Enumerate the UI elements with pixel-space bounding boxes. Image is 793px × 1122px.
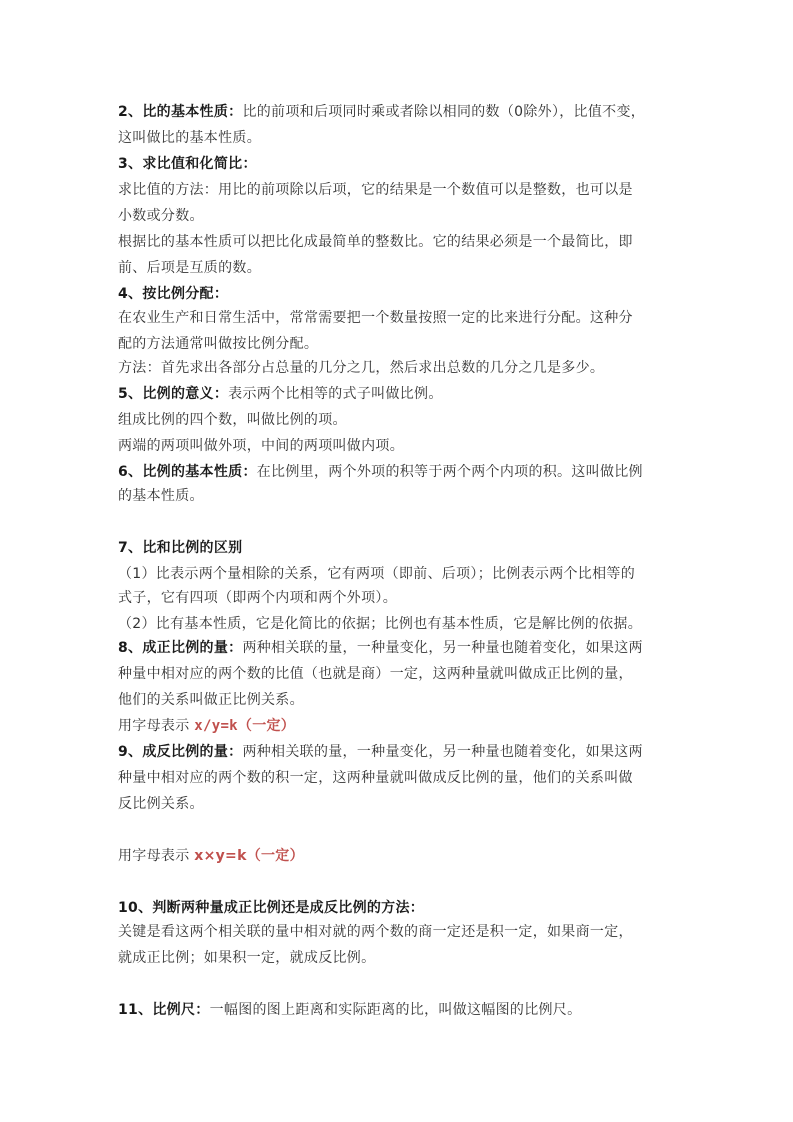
s6-text-2: 的基本性质。 bbox=[118, 488, 204, 504]
s8-text-1: 两种相关联的量，一种量变化，另一种量也随着变化，如果这两 bbox=[242, 640, 643, 656]
s3-text-2: 小数或分数。 bbox=[118, 208, 204, 224]
s8-text-3: 他们的关系叫做正比例关系。 bbox=[118, 692, 304, 708]
s6-line-1 bbox=[118, 462, 643, 482]
s10-text-1: 关键是看这两个相关联的量中相对就的两个数的商一定还是积一定，如果商一定， bbox=[118, 924, 633, 940]
s5-heading: 5、比例的意义： bbox=[118, 386, 229, 402]
s8-heading: 8、成正比例的量： bbox=[118, 640, 243, 656]
s7-text-1: （1）比表示两个量相除的关系，它有两项（即前、后项）；比例表示两个比相等的 bbox=[118, 566, 636, 582]
s3-text-1: 求比值的方法：用比的前项除以后项，它的结果是一个数值可以是整数，也可以是 bbox=[118, 182, 633, 198]
s9-line-1 bbox=[118, 742, 643, 762]
s4-heading: 4、按比例分配： bbox=[118, 286, 229, 302]
s9-text-1: 两种相关联的量，一种量变化，另一种量也随着变化，如果这两 bbox=[242, 744, 643, 760]
s7-heading: 7、比和比例的区别 bbox=[118, 540, 243, 556]
s2-line-1 bbox=[118, 102, 645, 122]
s7-text-2: 式子，它有四项（即两个内项和两个外项）。 bbox=[118, 590, 397, 606]
s6-text-1: 在比例里，两个外项的积等于两个两个内项的积。这叫做比例 bbox=[256, 464, 643, 480]
s3-text-3: 根据比的基本性质可以把比化成最简单的整数比。它的结果必须是一个最简比，即 bbox=[118, 234, 633, 250]
s10-text-2: 就成正比例；如果积一定，就成反比例。 bbox=[118, 950, 376, 966]
s2-text-1: 比的前项和后项同时乘或者除以相同的数（0除外），比值不变， bbox=[242, 104, 646, 120]
s3-heading: 3、求比值和化简比： bbox=[118, 156, 257, 172]
s8-line-1 bbox=[118, 638, 643, 658]
s9-formula-line bbox=[118, 846, 304, 866]
s4-text-2: 配的方法通常叫做按比例分配。 bbox=[118, 336, 319, 352]
s5-line-1 bbox=[118, 384, 443, 404]
s8-formula: x/y=k（一定） bbox=[194, 718, 296, 734]
s9-heading: 9、成反比例的量： bbox=[118, 744, 243, 760]
s9-formula: x×y=k（一定） bbox=[194, 848, 304, 864]
s11-text: 一幅图的图上距离和实际距离的比，叫做这幅图的比例尺。 bbox=[209, 1002, 582, 1018]
s10-heading: 10、判断两种量成正比例还是成反比例的方法： bbox=[118, 900, 425, 916]
s4-text-3: 方法：首先求出各部分占总量的几分之几，然后求出总数的几分之几是多少。 bbox=[118, 360, 605, 376]
s6-heading: 6、比例的基本性质： bbox=[118, 464, 257, 480]
s5-text-2: 组成比例的四个数，叫做比例的项。 bbox=[118, 412, 347, 428]
s2-text-2: 这叫做比的基本性质。 bbox=[118, 130, 261, 146]
s7-text-3: （2）比有基本性质，它是化简比的依据；比例也有基本性质，它是解比例的依据。 bbox=[118, 616, 643, 632]
s4-text-1: 在农业生产和日常生活中，常常需要把一个数量按照一定的比来进行分配。这种分 bbox=[118, 310, 633, 326]
s8-formula-prefix: 用字母表示 bbox=[118, 718, 190, 734]
s3-text-4: 前、后项是互质的数。 bbox=[118, 260, 261, 276]
s8-text-2: 种量中相对应的两个数的比值（也就是商）一定，这两种量就叫做成正比例的量， bbox=[118, 666, 633, 682]
s5-text: 表示两个比相等的式子叫做比例。 bbox=[228, 386, 443, 402]
s8-formula-line bbox=[118, 716, 295, 736]
s9-text-2: 种量中相对应的两个数的积一定，这两种量就叫做成反比例的量，他们的关系叫做 bbox=[118, 770, 633, 786]
s11-heading: 11、比例尺： bbox=[118, 1002, 210, 1018]
s9-text-3: 反比例关系。 bbox=[118, 796, 204, 812]
s11-line-1 bbox=[118, 1000, 581, 1020]
s9-formula-prefix: 用字母表示 bbox=[118, 848, 190, 864]
s2-heading: 2、比的基本性质： bbox=[118, 104, 243, 120]
s5-text-3: 两端的两项叫做外项，中间的两项叫做内项。 bbox=[118, 438, 404, 454]
